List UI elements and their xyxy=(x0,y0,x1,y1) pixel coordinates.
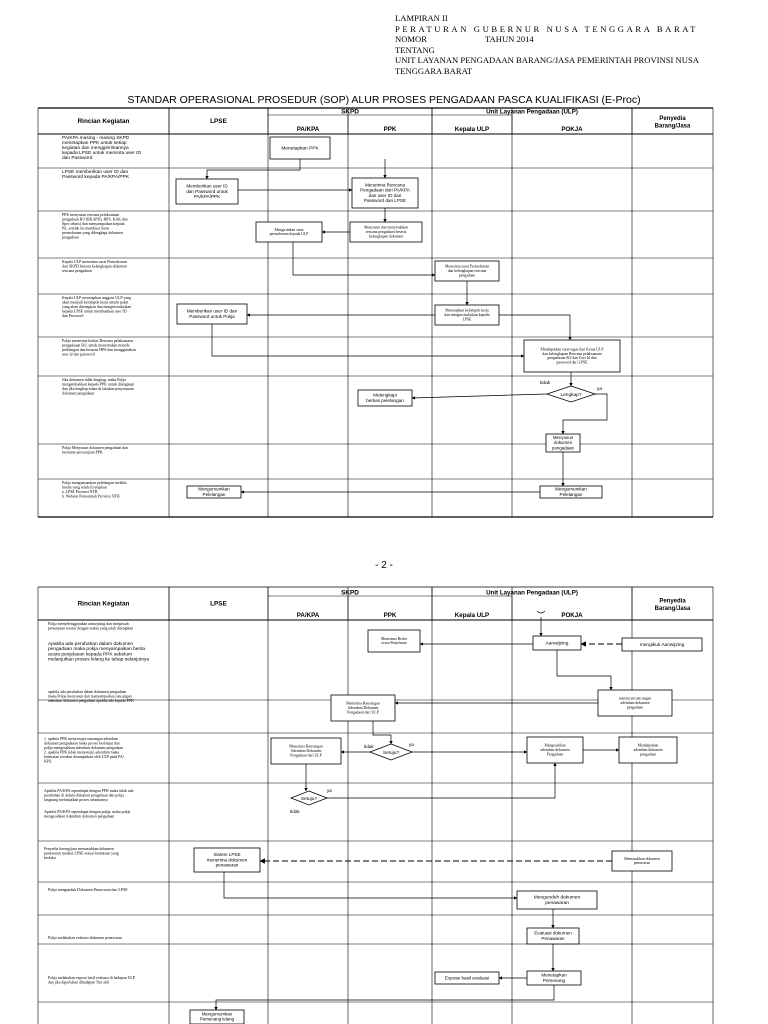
p2-tidak-label-1: tidak xyxy=(364,744,374,749)
p2-setuju-diamond-2-label: Setuju? xyxy=(300,796,318,802)
p1-ppk-menerima-box-label: dan user ID dan xyxy=(368,192,402,198)
p2-row-2-line: apabila ada perubahan dalam dokumen pengadaan xyxy=(48,690,127,694)
p2-col-pakpa: PA/KPA xyxy=(296,612,320,619)
lampiran-label: LAMPIRAN II xyxy=(395,13,448,23)
p2-row-3-line: 1. apabila PPK menyetujui rancangan adendum xyxy=(44,737,118,741)
p2-ppk-berita-box-label: Menerima Berita xyxy=(381,636,407,641)
p2-col-penyedia: Penyedia xyxy=(659,598,686,605)
p1-ppk-menerima-box-label: Menerima Rencana xyxy=(364,182,406,188)
p2-arrow-to-setuju xyxy=(373,721,391,744)
p1-pokja-mendapatkan-box-label: Mendapatkan surat tugas dari Ketua ULP xyxy=(540,347,604,352)
p2-col-ulp: Unit Layanan Pengadaan (ULP) xyxy=(486,589,578,597)
p1-pokja-umumkan-box-label: Pelelangan xyxy=(559,491,583,497)
p1-ppk-menyusun-box-label: Menyusun dan menyerahkan xyxy=(364,225,408,230)
p1-ulp-menetapkan-box-label: dan menginstruksikan kepada xyxy=(444,313,490,318)
p2-col-pokja: POKJA xyxy=(561,612,583,619)
p2-row-4-line: Apabila PA/KPA sependapat dengan PPK maka tidak ada xyxy=(44,789,134,793)
p1-col-penyedia: Penyedia xyxy=(659,116,686,122)
p1-tidak-label: tidak xyxy=(540,381,551,386)
p2-pokja-menyusun-box-label: menyusun rancangan xyxy=(618,696,652,701)
p1-col-pakpa: PA/KPA xyxy=(296,126,320,133)
p1-lpse-user-id-box-label: Memberikan user ID xyxy=(186,183,228,189)
p1-arrow-ulp-to-pokja xyxy=(499,315,570,340)
p2-col-lpse: LPSE xyxy=(210,600,227,608)
p2-col-penyedia: Barang/Jasa xyxy=(654,606,691,612)
p2-pokja-unduh-box-label: Mengunduh dokumen xyxy=(533,895,581,901)
p2-row-2-line: maka Pokja menyusun dan menyampaikan rancangan xyxy=(48,694,132,699)
p1-row-5-line: kepada LPSE untuk membuatkan user ID xyxy=(62,309,127,314)
p2-row-2-line: adendum dokumen pengadaan apabila ada kepada PPK xyxy=(48,699,134,703)
p2-pakpa-rancangan-box-label: Pengadaan dari ULP xyxy=(290,753,322,758)
p1-ulp-menerima-box-label: Menerima surat Permohonan xyxy=(444,264,490,269)
p1-lpse-umumkan-box-label: Pelelangan xyxy=(202,491,226,497)
p2-row-1b-line: acara penjelasan kepada PPK sebelum xyxy=(48,652,133,658)
p1-ulp-menetapkan-box-label: LPSE xyxy=(462,317,472,322)
p1-row-5-line: akan menjadi kelompok kerja umum paket xyxy=(62,300,129,305)
p1-ulp-menetapkan-box-label: Menetapkan kelompok kerja xyxy=(445,308,489,313)
page-number: - 2 - xyxy=(375,560,393,571)
p1-col-ppk: PPK xyxy=(383,126,397,133)
p2-arrow-to-pemenang xyxy=(216,985,554,1010)
p1-menetapkan-ppk-box-label: Menetapkan PPK xyxy=(281,146,319,152)
p2-row-1b-line: melanjutkan proses lelang ke tahap selanjutnya xyxy=(48,657,150,663)
p2-ya-label-1: ya xyxy=(409,742,414,747)
p1-col-skpd: SKPD xyxy=(341,108,359,116)
p2-setuju-diamond-1-label: Setuju? xyxy=(382,750,400,756)
p2-pokja-sahkan-box-label: Pengadaan xyxy=(546,752,564,757)
p1-ulp-menerima-box-label: dan kelengkapan rencana xyxy=(447,269,487,274)
p1-row-7-line: dan jika lengkap maka di lakukan penyusunan xyxy=(62,387,134,391)
p2-aanwijzing-box-label: Aanwijzing xyxy=(545,641,569,647)
p1-ppk-menyusun-box-label: kelengkapan dokumen xyxy=(368,234,404,239)
p2-pokja-menyusun-box-label: pengadaan xyxy=(626,705,644,710)
p1-row-5-line: dan Password xyxy=(62,314,84,318)
p1-arrow-pa-to-ulp xyxy=(293,242,435,275)
p1-row-6-line: user id dan password xyxy=(62,352,95,357)
about-line-1: UNIT LAYANAN PENGADAAN BARANG/JASA PEMERINTAH PROVINSI NUSA xyxy=(395,55,699,66)
p1-row-6-line: Pokja menerima berkas Rencana pelaksanaan xyxy=(62,339,133,343)
p2-penetapan-box-label: Pemenang xyxy=(542,977,566,983)
p1-lpse-user-pokja-box-label: Password untuk Pokja xyxy=(189,313,235,319)
peraturan-label: PERATURAN GUBERNUR NUSA TENGGARA BARAT xyxy=(395,23,699,34)
p2-row-5-line: Penyedia barang/jasa memasukkan dokumen xyxy=(44,847,114,851)
p1-row-2-line: Password kepada PA/KPA/PPK xyxy=(62,175,130,180)
p2-lpse-sistem-box-label: penawaran xyxy=(215,862,239,868)
p2-lpse-pemenang-box-label: Pemenang lelang xyxy=(199,1016,235,1022)
p2-lpse-sistem-box-label: Sistem LPSE xyxy=(213,851,241,857)
about-line-2: TENGGARA BARAT xyxy=(395,65,473,76)
p2-arrow-to-menyusun xyxy=(557,650,611,690)
p1-pa-mengirimkan-box-label: permohonan kepada ULP xyxy=(269,232,309,237)
p2-row-4-line: perubahan di dalam dokumen pengadaan dan pokja xyxy=(44,793,124,798)
p1-col-rincian: Rincian Kegiatan xyxy=(77,118,130,125)
p1-row-1-line: dan Password xyxy=(62,156,93,161)
p2-row-4-line: langsung melanjutkan proses selanjutnya xyxy=(44,798,108,802)
p2-row-4b-line: Apabila PA/KPA sependapat dengan pokja, maka pokja xyxy=(44,810,131,814)
p2-ppk-rancangan-box-label: Adendum Dokumen xyxy=(347,706,379,711)
p2-row-3-line: KPA xyxy=(44,759,52,764)
p2-col-skpd: SKPD xyxy=(341,589,359,597)
p2-pokja-evaluasi-box-label: Penawaran xyxy=(541,935,565,941)
p2-row-8-line: dan jika diperlukan dihadapan Tim ahli xyxy=(48,980,110,985)
p2-penyedia-adendum-box-label: Mendapatkan xyxy=(637,743,659,748)
p1-ppk-menerima-box-label: Password dari LPSE xyxy=(363,198,407,204)
p1-col-ulp: Unit Layanan Pengadaan (ULP) xyxy=(486,108,578,116)
p2-lpse-sistem-box-label: menerima dokumen xyxy=(206,857,248,863)
p2-row-3-line: keberatan tersebut disampaikan oleh ULP pada PA/ xyxy=(44,755,124,759)
p1-lpse-user-id-box-label: PA/KPA/PPK xyxy=(193,194,221,200)
p2-penyedia-memasukkan-box-label: Memasukkan dokumen xyxy=(624,856,660,861)
p1-lpse-user-pokja-box-label: Memberikan user ID dan xyxy=(186,308,238,314)
p2-lpse-pemenang-box-label: Mengumumkan xyxy=(201,1011,233,1017)
p1-row-8-line: Pokja Menyusun dokumen pengadaan dan xyxy=(62,446,128,450)
p2-col-rincian: Rincian Kegiatan xyxy=(77,600,130,608)
p2-pokja-evaluasi-box-label: Evaluasi dokumen xyxy=(534,930,572,936)
nomor-label: NOMOR xyxy=(395,34,427,45)
p2-pokja-unduh-box-label: penawaran xyxy=(545,901,569,907)
p1-ppk-menyusun-box-label: rencana pengadaan beserta xyxy=(365,230,407,235)
p1-ppk-menerima-box-label: Pengadaan dari PA/KPA xyxy=(360,187,410,193)
p1-pokja-mendapatkan-box-label: pengadaaan B/J dan User Id dan xyxy=(547,356,597,361)
p2-penyedia-adendum-box-label: adendum dokumen xyxy=(633,748,663,753)
p1-row-7-line: Jika dokumen tidak lengkap, maka Pokja xyxy=(62,378,126,382)
p1-row-9-line: Pokja mengumumkan pelelangan melalui xyxy=(62,481,127,485)
p2-row-3-line: 2. apabila PPK tidak menyetujui adendum maka xyxy=(44,750,120,755)
p1-pokja-mendapatkan-box-label: password dari LPSE xyxy=(556,360,588,365)
p1-menyusun-dok-box-label: dokumen xyxy=(553,440,573,446)
p2-col-kepala-ulp: Kepala ULP xyxy=(454,612,490,619)
p1-pokja-mendapatkan-box-label: dan kelengkapan Rencana pelaksanaan xyxy=(542,351,602,356)
p1-menyusun-dok-box-label: pengadaan xyxy=(552,445,574,451)
p1-row-5-line: yang akan ditenagkan dan menginstruksikan xyxy=(62,305,132,309)
p1-lpse-user-id-box-label: dan Password untuk xyxy=(186,188,228,194)
p1-pa-mengirimkan-box-label: Mengirimkan surat xyxy=(274,227,304,232)
p2-pakpa-rancangan-box-label: Adendum Dokumen xyxy=(290,749,322,754)
p1-row-6-line: pelelangan dan besaran HPS dan menggunakan xyxy=(62,348,136,352)
p2-pakpa-rancangan-box-label: Menerima Rancangan xyxy=(289,744,323,749)
p1-row-7-line: mengembalikan kepada PPK untuk dilengkapi xyxy=(62,382,135,387)
tahun-label: TAHUN 2014 xyxy=(485,34,534,45)
p1-row-8-line: meminta persetujuan PPK xyxy=(62,450,103,455)
p1-melengkapi-box-label: Melengkapi xyxy=(373,392,397,398)
p1-ya-label: ya xyxy=(597,387,603,392)
p1-arrow-ppk-to-lpse xyxy=(207,159,300,179)
p1-row-4-line: rencana pengadaan xyxy=(62,269,92,273)
p2-row-7-line: Pokja melakukan evaluasi dokumen penawaran xyxy=(48,936,122,940)
p2-row-5-line: penawaran melalui LPSE sesuai ketentuan yang xyxy=(44,851,119,856)
p2-mengikuti-box-label: mengikuti Aanwijzing xyxy=(639,642,685,648)
p1-row-3-line: permohonan yang dilengkapi dokumen xyxy=(62,231,123,235)
p2-penyedia-adendum-box-label: pengadaan xyxy=(639,752,657,757)
p2-row-1b-line: pengadaan maka pokja menyampaikan berita xyxy=(48,647,146,653)
p2-row-3-line: dokumen pengadaaan maka proses berlanjut dan xyxy=(44,741,120,746)
p1-pokja-umumkan-box-label: Mengumumkan xyxy=(555,486,587,492)
p1-row-1-line: PA/KPA masing - masing SKPD xyxy=(62,136,130,141)
p1-row-9-line: b. Website Pemerintah Provinsi NTB xyxy=(62,494,120,499)
p1-arrow-lpse-to-pokja xyxy=(212,324,524,356)
p2-penyedia-memasukkan-box-label: penawaran xyxy=(633,861,651,866)
p1-row-7-line: dokumen pengadaan xyxy=(62,391,95,396)
p1-menyusun-dok-box-label: Menyusun xyxy=(552,435,574,441)
p1-row-9-line: media yang telah di tetapkan xyxy=(62,485,107,490)
p2-pokja-sahkan-box-label: adendum dokumen xyxy=(540,748,570,753)
p1-col-pokja: POKJA xyxy=(561,126,583,133)
p2-row-1-line: pertanyaan teratur dengan waktu yang telah ditetapkan xyxy=(48,626,134,631)
p2-ppk-berita-box-label: acara Penjelasan xyxy=(381,641,407,646)
p1-row-4-line: Kepala ULP menerima surat Permohonan xyxy=(62,260,127,264)
p1-row-4-line: dari SKPD beserta kelengkapan dokumen xyxy=(62,264,128,269)
p1-col-kepala-ulp: Kepala ULP xyxy=(454,126,490,133)
p1-row-1-line: kepada LPSE untuk meminta user ID xyxy=(62,151,141,156)
p2-expose-box-label: Expose hasil evaluasi xyxy=(444,975,490,981)
p1-row-3-line: PA, setelah itu membuat Surat xyxy=(62,226,110,231)
p1-row-9-line: a. LPSE Provinsi NTB xyxy=(62,490,98,494)
p1-row-3-line: pengadaan B/J (RKAPD), HPS, KAK dan xyxy=(62,217,128,222)
p1-row-2-line: LPSE memberikan user ID dan xyxy=(62,170,129,175)
p1-row-6-line: pengadaaan B/J, untuk menentukan metode xyxy=(62,343,130,348)
p1-row-1-line: kegiatan dan menggirimkannya xyxy=(62,146,129,151)
p2-row-4b-line: mengesahkan Adendum dokumen pengadaan xyxy=(44,814,115,819)
p1-melengkapi-box-label: berkas pelelangan xyxy=(366,397,404,403)
p1-col-penyedia: Barang/Jasa xyxy=(654,123,691,130)
p2-ppk-rancangan-box-label: Pengadaan dari ULP xyxy=(347,710,379,715)
p1-col-lpse: LPSE xyxy=(210,118,227,125)
p2-row-1-line: Pokja menyelenggarakan aanwijzing dan menjawab xyxy=(48,622,129,626)
p1-lengkap-diamond-label: Lengkap? xyxy=(560,392,582,398)
tentang-label: TENTANG xyxy=(395,44,435,55)
p2-pokja-menyusun-box-label: adendum dokumen xyxy=(620,701,650,706)
p1-row-1-line: menetapkan PPK untuk setiap xyxy=(62,141,127,146)
p1-row-3-line: pengadaan xyxy=(62,235,79,240)
p2-row-1b-line: Apabila ada perubahan dalam dokumen xyxy=(48,642,134,647)
p2-start-connector xyxy=(537,611,545,613)
p2-tidak-label-2: tidak xyxy=(290,809,300,814)
p2-arrow-setuju2-ya xyxy=(327,763,555,798)
sop-title: STANDAR OPERASIONAL PROSEDUR (SOP) ALUR PROSES PENGADAAN PASCA KUALIFIKASI (E-Proc) xyxy=(127,94,641,106)
p1-row-5-line: Kepala ULP menetapkan anggota ULP yang xyxy=(62,296,131,300)
p2-row-5-line: berlaku xyxy=(44,856,56,860)
p1-row-3-line: Spec teknis) dan menyampaikan kepada xyxy=(62,222,125,226)
p2-ya-label-2: ya xyxy=(327,788,332,793)
p2-pokja-sahkan-box-label: Mengesahkan xyxy=(544,743,566,748)
p2-row-3-line: pokja mengesahkan adendum dokumen pengadaan xyxy=(44,746,124,750)
p2-col-ppk: PPK xyxy=(383,612,397,619)
p2-row-6-line: Pokja mengunduh Dokumen Penawaran dari LPSE xyxy=(48,888,128,892)
p1-row-3-line: PPK menyusun rencana pelaksanaan xyxy=(62,213,120,217)
p2-ppk-rancangan-box-label: Menerima Rancangan xyxy=(346,701,380,706)
p1-ulp-menerima-box-label: pengadaan xyxy=(458,273,476,278)
p2-penetapan-box-label: Menetapkan xyxy=(541,972,567,978)
p2-row-8-line: Pokja melakukan expose hasil evaluasi di hadapan ULP xyxy=(48,976,135,980)
p1-lpse-umumkan-box-label: Mengumumkan xyxy=(198,486,230,492)
